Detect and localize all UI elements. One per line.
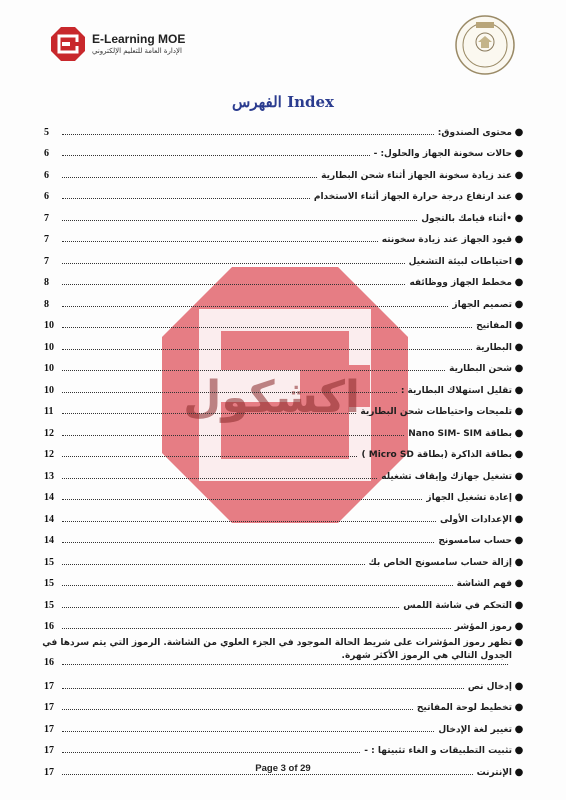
toc-row (44, 613, 526, 635)
elearning-logo-icon (50, 26, 86, 62)
toc-leader-dots (62, 751, 360, 753)
toc-page-number: 17 (44, 766, 54, 778)
toc-page-number: 5 (44, 126, 49, 138)
toc-page-number: 17 (44, 680, 54, 692)
toc-page-number: 10 (44, 341, 54, 353)
toc-leader-dots (62, 262, 405, 264)
toc-leader-dots (62, 283, 405, 285)
toc-page-number: 6 (44, 148, 49, 159)
toc-page-number: 15 (44, 578, 54, 589)
toc-leader-dots (62, 369, 445, 371)
toc-page-number: 7 (44, 255, 49, 267)
toc-row (44, 715, 526, 737)
toc-page-number: 7 (44, 234, 49, 245)
toc-leader-dots (62, 154, 370, 156)
bullet-icon: ● (514, 363, 524, 374)
bullet-icon: ● (514, 427, 524, 439)
bullet-icon: ● (514, 277, 524, 288)
elearning-logo (50, 26, 185, 62)
ministry-seal-icon (454, 14, 516, 76)
toc-label: •أثناء قيامك بالتجول (421, 213, 512, 224)
toc-leader-dots (62, 133, 434, 135)
bullet-icon: ● (514, 384, 524, 396)
toc-label: شحن البطارية (449, 364, 512, 374)
toc-page-number: 14 (44, 535, 54, 546)
toc-page-number: 17 (44, 702, 54, 713)
toc-page-number: 14 (44, 513, 54, 525)
toc-row (44, 161, 526, 183)
toc-page-number: 8 (44, 277, 49, 288)
toc-row (44, 462, 526, 484)
bullet-icon: ● (514, 621, 524, 632)
toc-label: البطارية (475, 342, 512, 353)
toc-row (44, 247, 526, 269)
toc-label: تغيير لغة الإدخال (438, 724, 512, 735)
toc-leader-dots (62, 663, 508, 665)
toc-row (44, 226, 526, 248)
toc-label: إدخال نص (467, 681, 512, 692)
bullet-icon: ● (514, 535, 524, 546)
bullet-icon: ● (514, 169, 524, 181)
toc-page-number: 10 (44, 320, 54, 331)
toc-row (44, 118, 526, 140)
index-title: الفهرس Index (232, 93, 334, 111)
toc-leader-dots (62, 197, 310, 199)
bullet-icon: ● (514, 449, 524, 460)
toc-page-number: 10 (44, 384, 54, 396)
toc-label: المفاتيح (476, 321, 512, 331)
bullet-icon: ● (514, 556, 524, 568)
toc-leader-dots (62, 520, 436, 522)
bullet-icon: ● (514, 341, 524, 353)
toc-page-number: 13 (44, 470, 54, 482)
page-footer: Page 3 of 29 (255, 763, 311, 774)
bullet-icon: ● (514, 637, 524, 648)
toc-label: الإنترنت (476, 767, 512, 778)
watermark-text: اكشكول (183, 372, 360, 423)
bullet-icon: ● (514, 766, 524, 778)
logo-title: E-Learning MOE (92, 32, 186, 46)
toc-leader-dots (62, 606, 399, 608)
bullet-icon: ● (514, 298, 524, 310)
toc-row (44, 672, 526, 694)
bullet-icon: ● (514, 191, 524, 202)
toc-leader-dots (62, 541, 434, 543)
toc-leader-dots (62, 326, 472, 328)
toc-label: احتياطات لبيئة التشغيل (408, 256, 512, 267)
toc-label: تشغيل جهازك وإيقاف تشغيله (381, 471, 512, 482)
toc-row (44, 527, 526, 549)
toc-leader-dots (62, 219, 417, 221)
toc-label: التحكم في شاشة اللمس (403, 600, 512, 611)
bullet-icon: ● (514, 723, 524, 735)
toc-label: تثبيت التطبيقات و الغاء تثبيتها : - (364, 746, 512, 756)
toc-row (44, 694, 526, 716)
toc-page-number: 12 (44, 449, 54, 460)
table-of-contents (44, 118, 526, 780)
toc-leader-dots (62, 687, 464, 689)
bullet-icon: ● (514, 255, 524, 267)
bullet-icon: ● (514, 680, 524, 692)
bullet-icon: ● (514, 745, 524, 756)
toc-label: إعادة تشغيل الجهاز (426, 493, 512, 503)
toc-row (44, 204, 526, 226)
toc-leader-dots (62, 305, 448, 307)
bullet-icon: ● (514, 702, 524, 713)
toc-label: حالات سخونة الجهاز والحلول: - (373, 149, 512, 159)
toc-page-number: 16 (44, 621, 54, 632)
toc-row (44, 290, 526, 312)
bullet-icon: ● (514, 470, 524, 482)
toc-page-number: 12 (44, 427, 54, 439)
toc-row (44, 183, 526, 205)
toc-label: محتوى الصندوق: (437, 127, 512, 138)
toc-page-number: 15 (44, 599, 54, 611)
toc-row (44, 634, 526, 672)
toc-leader-dots (62, 391, 397, 393)
toc-label: بطاقة Nano SIM- SIM (408, 428, 512, 439)
bullet-icon: ● (514, 578, 524, 589)
toc-row (44, 419, 526, 441)
toc-leader-dots (62, 498, 422, 500)
bullet-icon: ● (514, 599, 524, 611)
toc-row (44, 312, 526, 334)
bullet-icon: ● (514, 212, 524, 224)
toc-label: رموز المؤشر (454, 622, 512, 632)
toc-row (44, 269, 526, 291)
toc-label: فهم الشاشة (456, 579, 512, 589)
toc-page-number: 7 (44, 212, 49, 224)
toc-row (44, 737, 526, 759)
toc-leader-dots (62, 477, 377, 479)
toc-row (44, 376, 526, 398)
toc-row (44, 398, 526, 420)
toc-leader-dots (62, 176, 317, 178)
toc-label: حساب سامسونج (438, 536, 512, 546)
toc-leader-dots (62, 708, 413, 710)
toc-label: إزالة حساب سامسونج الخاص بك (368, 557, 512, 568)
toc-row (44, 570, 526, 592)
toc-page-number: 17 (44, 723, 54, 735)
toc-leader-dots (62, 434, 404, 436)
toc-page-number: 15 (44, 556, 54, 568)
toc-label: عند ارتفاع درجة حرارة الجهاز أثناء الاستخدام (313, 192, 512, 202)
toc-page-number: 8 (44, 298, 49, 310)
toc-page-number: 10 (44, 363, 54, 374)
toc-row (44, 140, 526, 162)
toc-row (44, 505, 526, 527)
toc-label: تظهر رموز المؤشرات على شريط الحالة الموجود في الجزء العلوي من الشاشة. الرموز التي يتم سردها في الجدول التالي هي الرموز الأكثر شهرة. (42, 638, 512, 661)
toc-label: مخطط الجهاز ووظائفه (409, 278, 512, 288)
toc-page-number: 16 (44, 657, 54, 668)
toc-label: الإعدادات الأولى (440, 514, 512, 525)
toc-leader-dots (62, 348, 472, 350)
toc-label: تخطيط لوحة المفاتيح (416, 703, 512, 713)
toc-leader-dots (62, 627, 451, 629)
bullet-icon: ● (514, 513, 524, 525)
toc-page-number: 6 (44, 169, 49, 181)
toc-row (44, 548, 526, 570)
toc-leader-dots (62, 563, 365, 565)
bullet-icon: ● (514, 492, 524, 503)
toc-page-number: 17 (44, 745, 54, 756)
bullet-icon: ● (514, 148, 524, 159)
bullet-icon: ● (514, 126, 524, 138)
toc-leader-dots (62, 412, 356, 414)
bullet-icon: ● (514, 406, 524, 417)
toc-leader-dots (62, 455, 357, 457)
toc-label: تصميم الجهاز (452, 299, 512, 310)
toc-row (44, 591, 526, 613)
toc-page-number: 14 (44, 492, 54, 503)
toc-label: قيود الجهاز عند زيادة سخونته (381, 235, 512, 245)
toc-page-number: 11 (44, 406, 54, 417)
toc-leader-dots (62, 584, 453, 586)
toc-leader-dots (62, 730, 434, 732)
toc-leader-dots (62, 240, 378, 242)
toc-row (44, 484, 526, 506)
toc-label: عند زيادة سخونة الجهاز أثناء شحن البطارية (321, 170, 512, 181)
toc-row (44, 333, 526, 355)
toc-page-number: 6 (44, 191, 49, 202)
toc-label: تقليل استهلاك البطارية : (400, 385, 512, 396)
bullet-icon: ● (514, 320, 524, 331)
toc-row (44, 355, 526, 377)
bullet-icon: ● (514, 234, 524, 245)
toc-row (44, 441, 526, 463)
toc-label: تلميحات واحتياطات شحن البطارية (360, 407, 512, 417)
logo-subtitle: الإدارة العامة للتعليم الإلكتروني (92, 47, 182, 55)
toc-label: بطاقة الذاكرة (بطاقة Micro SD ) (361, 450, 512, 460)
